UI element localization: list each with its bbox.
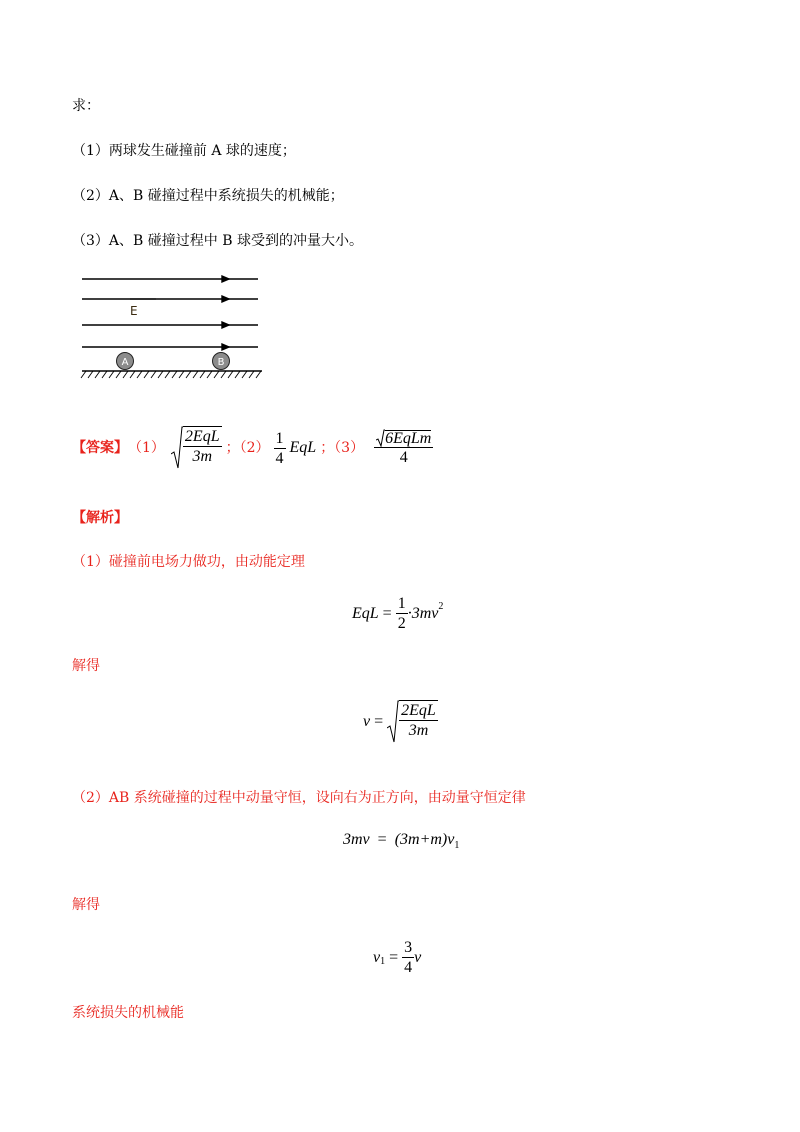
field-arrow xyxy=(222,296,229,302)
question-intro: 求： xyxy=(72,98,100,114)
field-arrow xyxy=(222,322,229,328)
analysis-step2: （2）AB 系统碰撞的过程中动量守恒，设向右为正方向，由动量守恒定律 xyxy=(72,790,526,806)
analysis-step1: （1）碰撞前电场力做功，由动能定理 xyxy=(72,554,305,570)
answer-part1-label: （1） xyxy=(128,440,165,456)
electric-field-figure xyxy=(80,268,264,380)
ball-a-label: A xyxy=(121,357,129,368)
field-arrow xyxy=(222,344,229,350)
equation-3: $3mv = (3m+m)v_1$ xyxy=(343,831,460,851)
analysis-label: 【解析】 xyxy=(72,510,128,526)
analysis-step3: 系统损失的机械能 xyxy=(72,1005,184,1021)
answer-part2-formula: $\frac{1}{4}$ EqL xyxy=(275,429,317,467)
analysis-solve2: 解得 xyxy=(72,897,100,913)
ball-b-label: B xyxy=(217,357,225,368)
answer-part1-formula: $\frac{\text{2EqL}}{3m}$ xyxy=(171,426,222,470)
question-item-3: （3）A、B 碰撞过程中 B 球受到的冲量大小。 xyxy=(72,233,363,249)
analysis-solve1: 解得 xyxy=(72,658,100,674)
answer-line xyxy=(72,420,433,476)
answer-part3-formula: $\frac{\text{6EqLm}}{4}$ xyxy=(374,429,433,467)
equation-4: v 1 = $\frac{3}{4}$ v xyxy=(373,939,422,976)
question-item-1: （1）两球发生碰撞前 A 球的速度； xyxy=(72,143,296,159)
ground-hatching xyxy=(81,371,261,378)
field-label-e: E xyxy=(130,304,138,318)
question-item-2: （2）A、B 碰撞过程中系统损失的机械能； xyxy=(72,188,344,204)
field-arrow xyxy=(222,276,229,282)
equation-2: v = $\frac{\text{2EqL}}{3m}$ xyxy=(363,700,438,744)
answer-label: 【答案】 xyxy=(72,440,128,456)
equation-1: EqL = $\frac{1}{2}$ ·3mv 2 xyxy=(352,595,444,632)
answer-sep2: ；（3） xyxy=(320,440,365,456)
answer-sep1: ；（2） xyxy=(225,440,270,456)
